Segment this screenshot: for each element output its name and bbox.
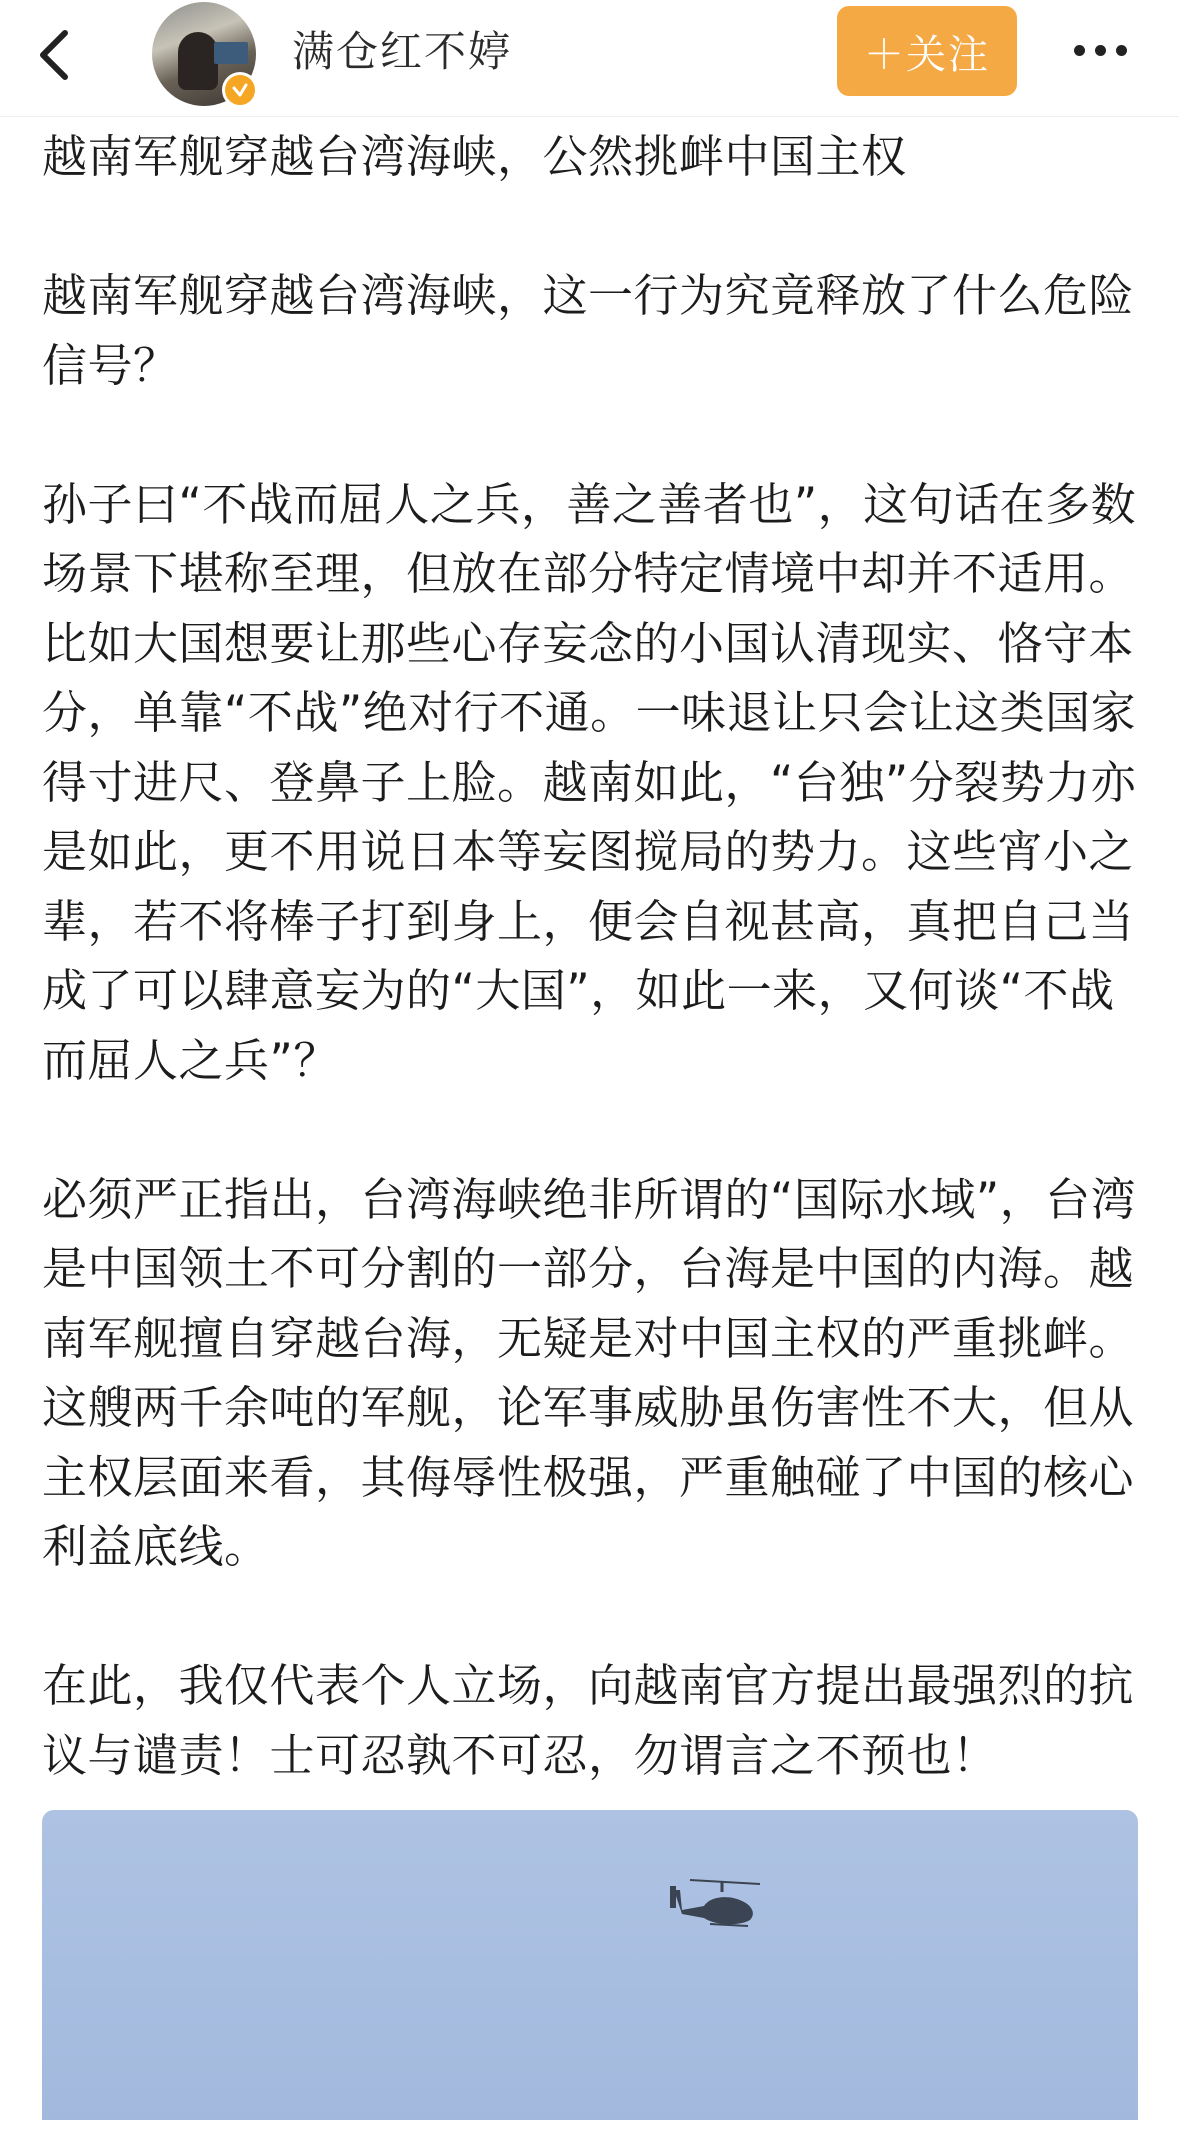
back-button[interactable] bbox=[20, 20, 90, 90]
post-paragraph: 越南军舰穿越台湾海峡，这一行为究竟释放了什么危险信号？ bbox=[42, 269, 1135, 392]
post-paragraph: 必须严正指出，台湾海峡绝非所谓的“国际水域”，台湾是中国领土不可分割的一部分，台海是中国的内海。越南军舰擅自穿越台海，无疑是对中国主权的严重挑衅。这艘两千余吨的军舰，论军事威胁虽伤害性不大，但从主权层面来看，其侮辱性极强，严重触碰了中国的核心利益底线。 bbox=[42, 1172, 1137, 1573]
post-paragraph: 孙子曰“不战而屈人之兵，善之善者也”，这句话在多数场景下堪称至理，但放在部分特定情境中却并不适用。比如大国想要让那些心存妄念的小国认清现实、恪守本分，单靠“不战”绝对行不通。一味退让只会让这类国家得寸进尺、登鼻子上脸。越南如此，“台独”分裂势力亦是如此，更不用说日本等妄图搅局的势力。这些宵小之辈，若不将棒子打到身上，便会自视甚高，真把自己当成了可以肆意妄为的“大国”，如此一来，又何谈“不战而屈人之兵”？ bbox=[42, 477, 1137, 1087]
more-dots-icon bbox=[1074, 45, 1085, 56]
more-dot bbox=[1095, 45, 1106, 56]
helicopter-icon bbox=[660, 1870, 780, 1940]
verified-badge-icon bbox=[222, 72, 258, 108]
more-dot bbox=[1116, 45, 1127, 56]
more-options-button[interactable] bbox=[1060, 20, 1140, 80]
avatar[interactable] bbox=[152, 2, 260, 110]
post-paragraph: 在此，我仅代表个人立场，向越南官方提出最强烈的抗议与谴责！士可忍孰不可忍，勿谓言之不预也！ bbox=[42, 1659, 1135, 1782]
chevron-left-icon bbox=[35, 27, 75, 83]
follow-button[interactable]: ＋关注 bbox=[837, 6, 1017, 96]
username[interactable]: 满仓红不婷 bbox=[292, 27, 513, 76]
top-bar bbox=[0, 0, 1179, 117]
post-image[interactable] bbox=[42, 1810, 1138, 2125]
post-body bbox=[42, 122, 1152, 1860]
bottom-edge bbox=[0, 2120, 1179, 2143]
post-title-paragraph: 越南军舰穿越台湾海峡，公然挑衅中国主权 bbox=[42, 130, 907, 183]
